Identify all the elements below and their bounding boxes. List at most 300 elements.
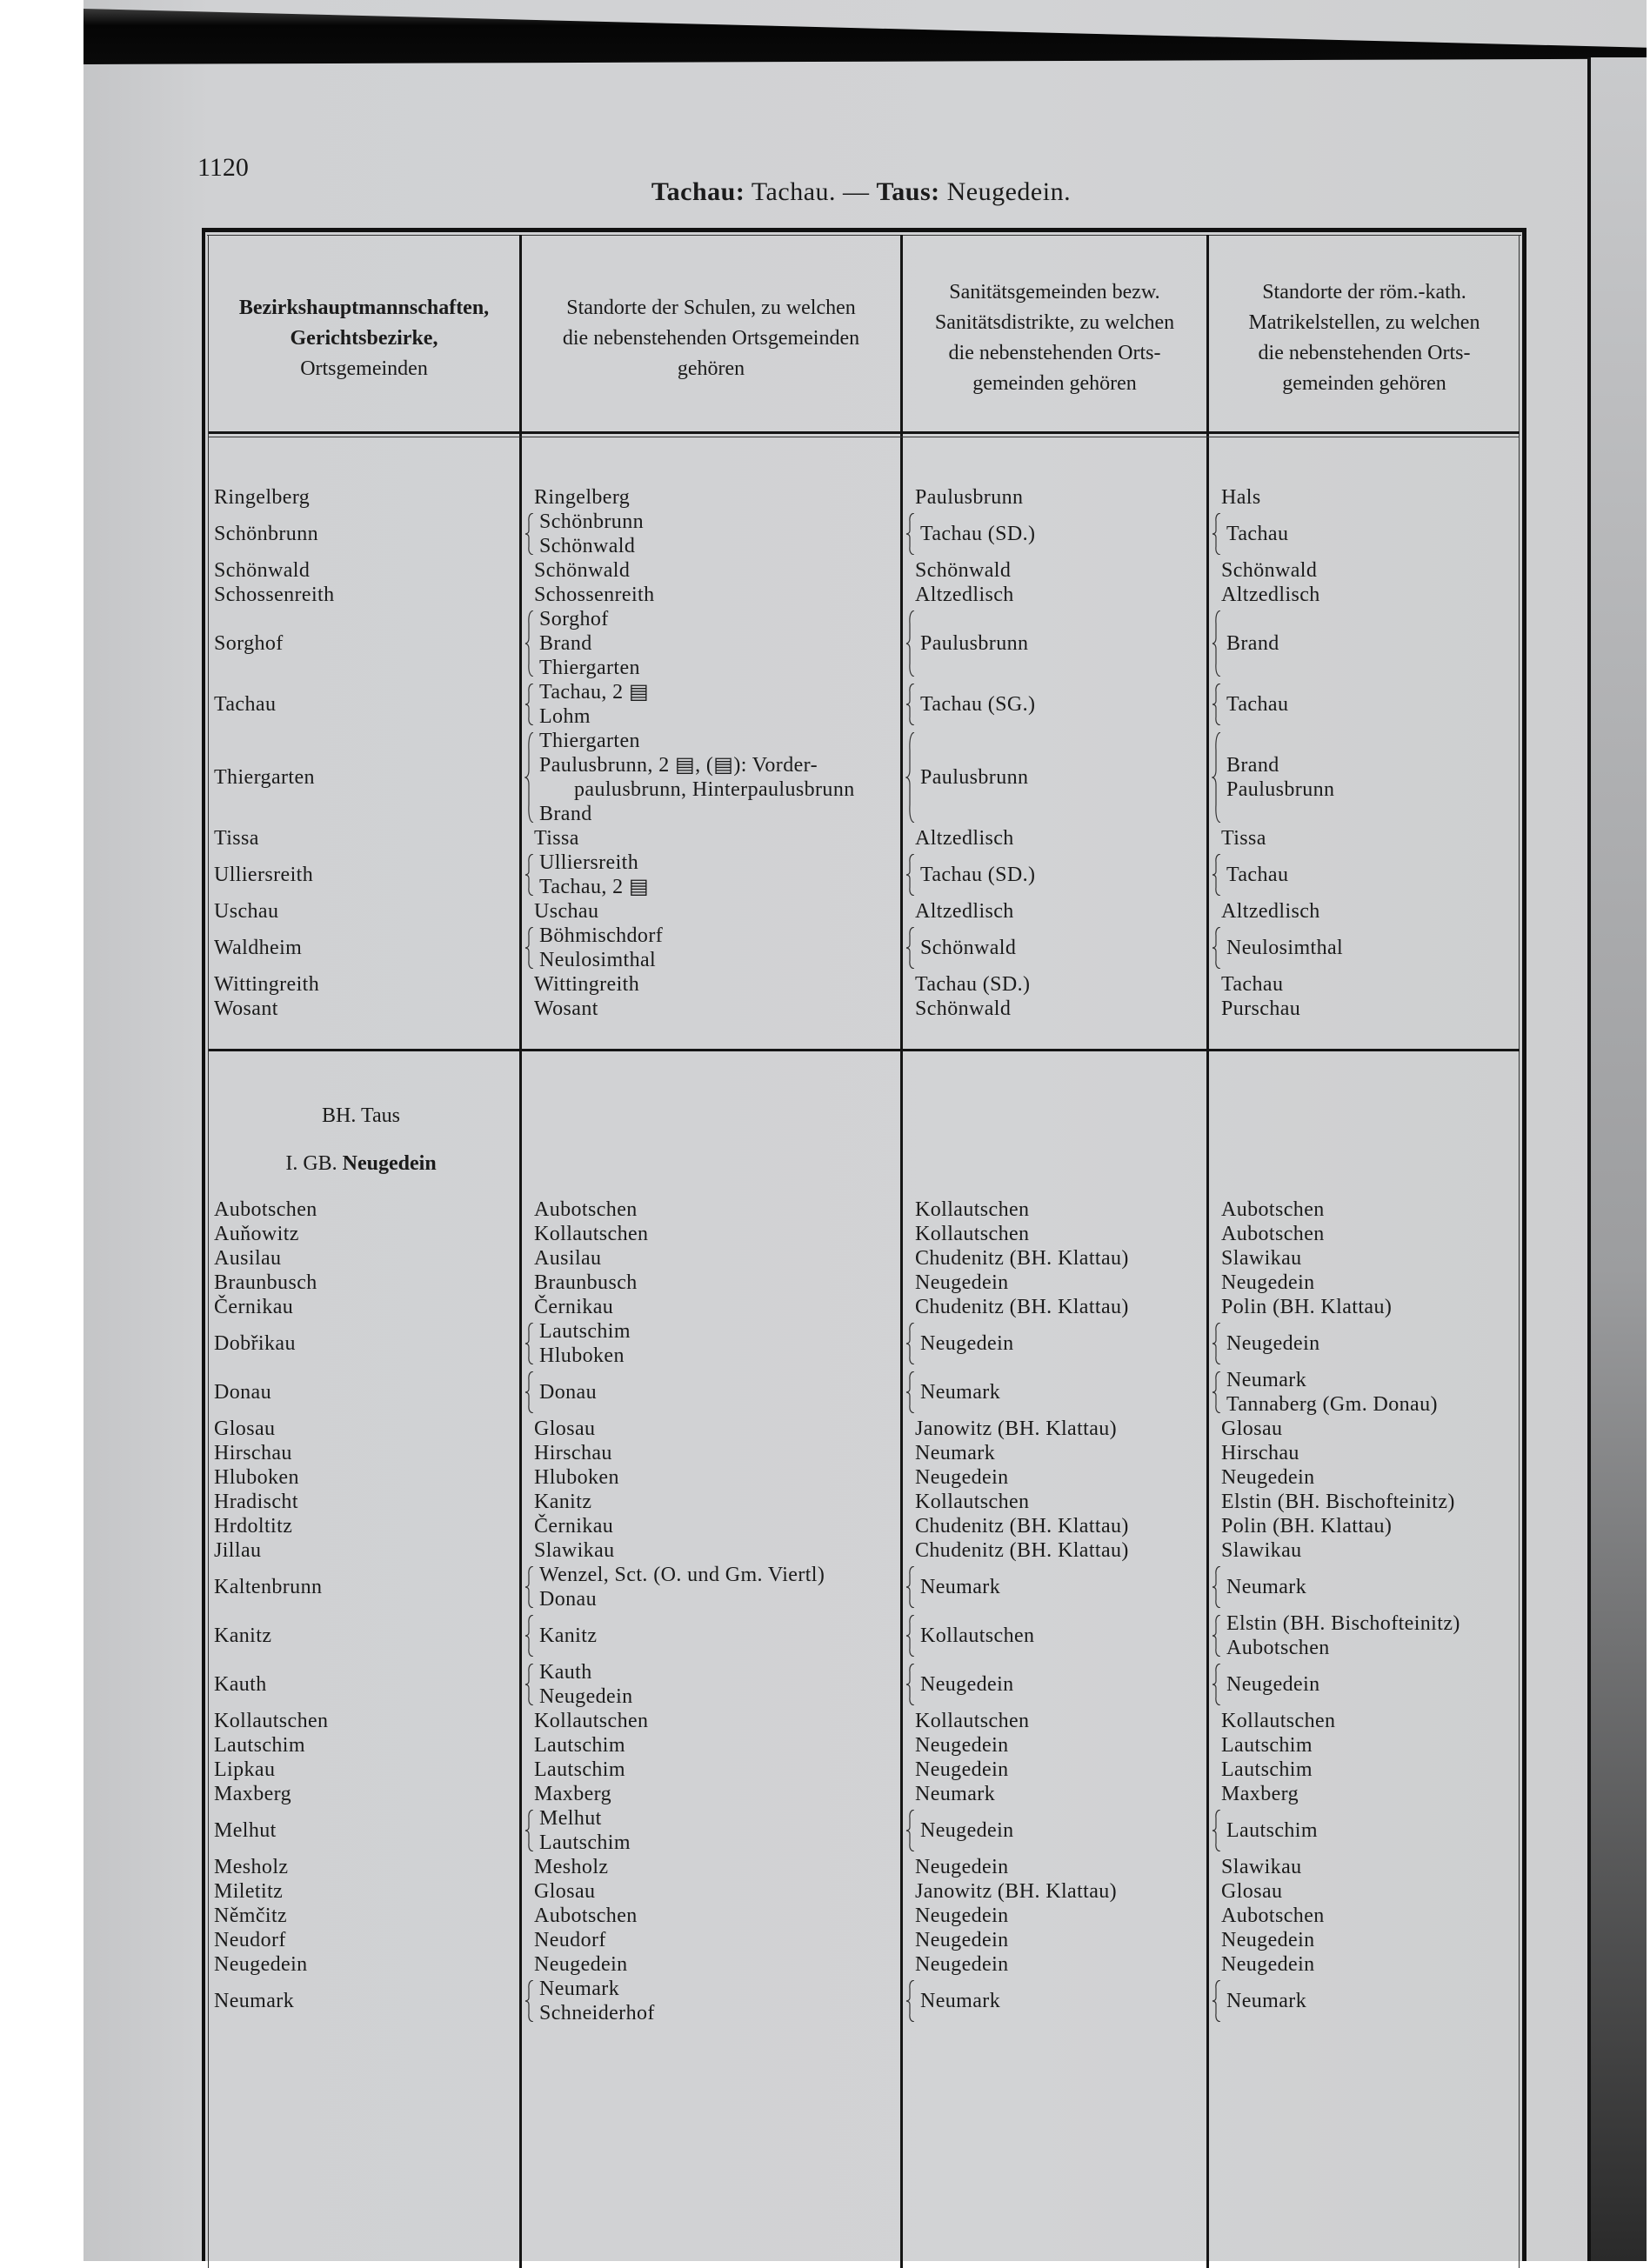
parish-entry: Tachau: [1221, 973, 1284, 996]
sanitary-cell: [901, 997, 1207, 1021]
parish-entry: Neugedein: [1221, 1466, 1315, 1489]
schools-cell: [520, 1879, 901, 1904]
sanitary-cell: [901, 1222, 1207, 1246]
header-parish-registers: [1209, 243, 1520, 433]
parish-cell: [1207, 997, 1526, 1021]
schools-entry: Neugedein: [539, 1685, 633, 1708]
sanitary-cell: [901, 1733, 1207, 1758]
sanitary-entry: Kollautschen: [915, 1710, 1030, 1732]
schools-cell: [520, 1928, 901, 1952]
sanitary-cell: [901, 1660, 1207, 1709]
sanitary-cell: [901, 1490, 1207, 1514]
schools-cell: [520, 1563, 901, 1611]
brace-icon: [905, 1566, 916, 1608]
sanitary-entry: Altzedlisch: [915, 900, 1014, 923]
parish-entry: Elstin (BH. Bischofteinitz): [1221, 1491, 1455, 1513]
parish-cell: [1207, 972, 1526, 997]
sanitary-cell: [901, 1538, 1207, 1563]
sanitary-entry: Chudenitz (BH. Klattau): [915, 1515, 1129, 1538]
parish-entry: Neugedein: [1221, 1271, 1315, 1294]
sanitary-cell: [901, 558, 1207, 583]
brace-icon: [905, 1615, 916, 1657]
municipality-label: Němčitz: [214, 1904, 288, 1927]
header-line: Standorte der röm.-kath.: [1262, 281, 1466, 304]
brace-icon: [905, 1980, 916, 2022]
schools-entry: Wosant: [534, 997, 598, 1020]
sanitary-cell: [901, 1441, 1207, 1465]
municipality-label: Braunbusch: [214, 1271, 317, 1294]
header-line: Sanitätsgemeinden bezw.: [949, 281, 1160, 304]
sanitary-entry: Paulusbrunn: [920, 632, 1029, 655]
brace-icon: [905, 1323, 916, 1364]
sanitary-cell: [901, 680, 1207, 729]
sanitary-cell: [901, 1709, 1207, 1733]
parish-cell: [1207, 558, 1526, 583]
schools-entry: Kollautschen: [534, 1710, 649, 1732]
parish-entry: Lautschim: [1226, 1819, 1318, 1842]
title-dash: —: [843, 177, 870, 206]
schools-entry: Lautschim: [534, 1758, 625, 1781]
parish-cell: [1207, 510, 1526, 558]
table-row: [202, 899, 1526, 924]
schools-entry: Brand: [539, 632, 592, 655]
schools-cell: [520, 972, 901, 997]
schools-cell: [520, 680, 901, 729]
sanitary-entry: Neumark: [915, 1442, 996, 1464]
sanitary-cell: [901, 1514, 1207, 1538]
table-row: [202, 1368, 1526, 1417]
table-row: [202, 1733, 1526, 1758]
sanitary-cell: [901, 1465, 1207, 1490]
municipality-label: Sorghof: [214, 632, 284, 655]
municipality-label: Ausilau: [214, 1247, 282, 1270]
municipality-label: Neumark: [214, 1990, 295, 2012]
sanitary-entry: Neugedein: [915, 1466, 1009, 1489]
schools-cell: [520, 924, 901, 972]
schools-entry: Aubotschen: [534, 1198, 638, 1221]
schools-entry: Černikau: [534, 1515, 614, 1538]
schools-cell: [520, 1197, 901, 1222]
table-row: [202, 1465, 1526, 1490]
brace-icon: [1212, 684, 1222, 725]
table-row: [202, 1490, 1526, 1514]
municipality-name: [202, 924, 520, 972]
parish-entry: Aubotschen: [1221, 1223, 1325, 1245]
schools-entry: Lautschim: [534, 1734, 625, 1757]
title-court-2: Neugedein.: [946, 177, 1072, 206]
sanitary-cell: [901, 1928, 1207, 1952]
brace-icon: [905, 513, 916, 555]
municipality-name: [202, 1222, 520, 1246]
sanitary-cell: [901, 1758, 1207, 1782]
sanitary-cell: [901, 729, 1207, 826]
schools-entry: Neugedein: [534, 1953, 628, 1976]
parish-cell: [1207, 1563, 1526, 1611]
sanitary-entry: Neugedein: [920, 1673, 1014, 1696]
parish-cell: [1207, 899, 1526, 924]
parish-entry: Lautschim: [1221, 1734, 1313, 1757]
schools-entry: Kollautschen: [534, 1223, 649, 1245]
municipality-name: [202, 997, 520, 1021]
municipality-name: [202, 1490, 520, 1514]
schools-entry: Tissa: [534, 827, 579, 850]
parish-entry: Altzedlisch: [1221, 584, 1320, 606]
schools-entry: Schönwald: [539, 535, 636, 557]
brace-icon: [524, 1810, 535, 1851]
sanitary-entry: Neugedein: [920, 1332, 1014, 1355]
table-row: [202, 485, 1526, 510]
municipality-name: [202, 1368, 520, 1417]
section-divider: [209, 1049, 1520, 1051]
municipality-label: Miletitz: [214, 1880, 284, 1903]
sanitary-cell: [901, 1319, 1207, 1368]
table-row: [202, 1611, 1526, 1660]
parish-entry: Tachau: [1226, 864, 1289, 886]
table-row: [202, 1271, 1526, 1295]
brace-icon: [524, 1566, 535, 1608]
parish-entry: Brand: [1226, 632, 1279, 655]
schools-entry: Donau: [539, 1381, 597, 1404]
municipality-name: [202, 1465, 520, 1490]
schools-entry: Neudorf: [534, 1929, 606, 1951]
parish-entry: Glosau: [1221, 1418, 1283, 1440]
sanitary-entry: Neugedein: [915, 1953, 1009, 1976]
header-sanitary-districts: [903, 243, 1206, 433]
parish-entry: Slawikau: [1221, 1247, 1302, 1270]
table-row: [202, 680, 1526, 729]
schools-entry: Hluboken: [539, 1344, 625, 1367]
header-line: Bezirkshauptmannschaften,: [238, 296, 490, 319]
header-schools: [522, 243, 900, 433]
parish-cell: [1207, 1977, 1526, 2025]
sanitary-cell: [901, 850, 1207, 899]
schools-cell: [520, 607, 901, 680]
schools-entry: Uschau: [534, 900, 599, 923]
brace-icon: [1212, 1810, 1222, 1851]
municipality-label: Neugedein: [214, 1953, 308, 1976]
schools-entry: Neulosimthal: [539, 949, 657, 971]
header-line: gemeinden gehören: [972, 372, 1137, 395]
parish-entry: Neugedein: [1221, 1929, 1315, 1951]
schools-cell: [520, 1758, 901, 1782]
brace-icon: [524, 1980, 535, 2022]
schools-entry: Melhut: [539, 1807, 602, 1830]
municipality-name: [202, 1904, 520, 1928]
parish-entry: Neumark: [1226, 1576, 1307, 1598]
schools-cell: [520, 510, 901, 558]
schools-cell: [520, 1246, 901, 1271]
sanitary-cell: [901, 924, 1207, 972]
parish-entry: Maxberg: [1221, 1783, 1299, 1805]
municipality-name: [202, 850, 520, 899]
municipality-name: [202, 1295, 520, 1319]
schools-entry: Aubotschen: [534, 1904, 638, 1927]
table-row: [202, 1806, 1526, 1855]
municipality-name: [202, 1197, 520, 1222]
sanitary-entry: Neugedein: [920, 1819, 1014, 1842]
schools-entry: Ausilau: [534, 1247, 602, 1270]
header-line: Ortsgemeinden: [300, 357, 428, 380]
parish-entry: Glosau: [1221, 1880, 1283, 1903]
parish-entry: Brand: [1226, 754, 1279, 777]
municipality-label: Schossenreith: [214, 584, 335, 606]
sanitary-entry: Tachau (SD.): [920, 864, 1036, 886]
parish-cell: [1207, 1197, 1526, 1222]
section-neugedein: [202, 1197, 1526, 2025]
municipality-label: Donau: [214, 1381, 271, 1404]
municipality-label: Wosant: [214, 997, 278, 1020]
brace-icon: [905, 1371, 916, 1413]
sanitary-cell: [901, 607, 1207, 680]
schools-cell: [520, 583, 901, 607]
parish-cell: [1207, 1758, 1526, 1782]
municipality-label: Černikau: [214, 1296, 294, 1318]
schools-cell: [520, 1952, 901, 1977]
municipality-label: Kaltenbrunn: [214, 1576, 323, 1598]
table-row: [202, 1879, 1526, 1904]
schools-cell: [520, 558, 901, 583]
schools-entry: Neumark: [539, 1978, 620, 2000]
municipality-label: Dobřikau: [214, 1332, 296, 1355]
table-row: [202, 1709, 1526, 1733]
brace-icon: [1212, 1323, 1222, 1364]
sanitary-cell: [901, 583, 1207, 607]
table-row: [202, 924, 1526, 972]
schools-entry: Wittingreith: [534, 973, 640, 996]
parish-entry: Altzedlisch: [1221, 900, 1320, 923]
table-row: [202, 583, 1526, 607]
court-prefix: I. GB.: [285, 1152, 337, 1175]
schools-entry: Hluboken: [534, 1466, 619, 1489]
municipality-name: [202, 1514, 520, 1538]
table-row: [202, 1417, 1526, 1441]
brace-icon: [1212, 1566, 1222, 1608]
parish-cell: [1207, 485, 1526, 510]
sanitary-entry: Janowitz (BH. Klattau): [915, 1418, 1118, 1440]
table-row: [202, 607, 1526, 680]
municipality-label: Lipkau: [214, 1758, 276, 1781]
table-row: [202, 1441, 1526, 1465]
table-row: [202, 997, 1526, 1021]
table-row: [202, 1952, 1526, 1977]
schools-cell: [520, 1855, 901, 1879]
brace-icon: [905, 854, 916, 896]
schools-entry: Thiergarten: [539, 657, 640, 679]
parish-cell: [1207, 850, 1526, 899]
municipality-label: Hirschau: [214, 1442, 292, 1464]
schools-entry: Sorghof: [539, 608, 609, 630]
schools-entry: Černikau: [534, 1296, 614, 1318]
brace-icon: [524, 610, 535, 677]
header-line: die nebenstehenden Orts-: [948, 342, 1161, 364]
schools-cell: [520, 1465, 901, 1490]
municipality-label: Hluboken: [214, 1466, 299, 1489]
table-row: [202, 972, 1526, 997]
sanitary-cell: [901, 1611, 1207, 1660]
municipality-table: [202, 228, 1526, 2261]
table-top-border: [202, 228, 1526, 232]
parish-entry: Aubotschen: [1221, 1198, 1325, 1221]
parish-entry: Tissa: [1221, 827, 1266, 850]
schools-cell: [520, 1782, 901, 1806]
sanitary-cell: [901, 899, 1207, 924]
schools-cell: [520, 729, 901, 826]
sanitary-cell: [901, 1782, 1207, 1806]
schools-cell: [520, 1222, 901, 1246]
parish-entry: Aubotschen: [1226, 1637, 1330, 1659]
sanitary-cell: [901, 1904, 1207, 1928]
sanitary-cell: [901, 972, 1207, 997]
municipality-label: Neudorf: [214, 1929, 286, 1951]
table-row: [202, 1222, 1526, 1246]
sanitary-entry: Neumark: [915, 1783, 996, 1805]
municipality-name: [202, 972, 520, 997]
municipality-name: [202, 1782, 520, 1806]
sanitary-cell: [901, 1197, 1207, 1222]
schools-cell: [520, 1709, 901, 1733]
table-row: [202, 826, 1526, 850]
municipality-label: Schönbrunn: [214, 523, 318, 545]
schools-entry: Glosau: [534, 1418, 596, 1440]
municipality-label: Jillau: [214, 1539, 262, 1562]
sanitary-cell: [901, 1806, 1207, 1855]
schools-entry: Lautschim: [539, 1831, 631, 1854]
table-row: [202, 1197, 1526, 1222]
schools-entry: Tachau, 2 ▤: [539, 876, 650, 898]
schools-cell: [520, 1368, 901, 1417]
municipality-label: Mesholz: [214, 1856, 289, 1878]
brace-icon: [905, 732, 916, 823]
sanitary-entry: Neumark: [920, 1381, 1001, 1404]
sanitary-entry: Neugedein: [915, 1904, 1009, 1927]
schools-cell: [520, 1295, 901, 1319]
municipality-name: [202, 1563, 520, 1611]
parish-cell: [1207, 1490, 1526, 1514]
sanitary-cell: [901, 1295, 1207, 1319]
municipality-label: Tachau: [214, 693, 277, 716]
parish-cell: [1207, 1441, 1526, 1465]
schools-entry: Maxberg: [534, 1783, 612, 1805]
sanitary-entry: Tachau (SG.): [920, 693, 1036, 716]
page-edge-line: [1587, 57, 1591, 2261]
schools-cell: [520, 850, 901, 899]
parish-entry: Polin (BH. Klattau): [1221, 1296, 1393, 1318]
brace-icon: [524, 927, 535, 969]
court-heading: [202, 1152, 520, 1176]
municipality-label: Hrdoltitz: [214, 1515, 293, 1538]
schools-cell: [520, 1538, 901, 1563]
municipality-label: Thiergarten: [214, 766, 315, 789]
schools-entry: Tachau, 2 ▤: [539, 681, 650, 704]
table-row: [202, 558, 1526, 583]
schools-entry: Thiergarten: [539, 730, 640, 752]
schools-cell: [520, 1271, 901, 1295]
schools-entry: Böhmischdorf: [539, 924, 664, 947]
parish-entry: Lautschim: [1221, 1758, 1313, 1781]
parish-cell: [1207, 1660, 1526, 1709]
brace-icon: [1212, 1664, 1222, 1705]
brace-icon: [524, 1323, 535, 1364]
schools-cell: [520, 1733, 901, 1758]
sanitary-entry: Kollautschen: [920, 1624, 1035, 1647]
sanitary-cell: [901, 1952, 1207, 1977]
municipality-label: Kanitz: [214, 1624, 272, 1647]
parish-cell: [1207, 826, 1526, 850]
sanitary-entry: Chudenitz (BH. Klattau): [915, 1296, 1129, 1318]
schools-entry: Brand: [539, 803, 592, 825]
sanitary-entry: Neumark: [920, 1990, 1001, 2012]
table-row: [202, 1514, 1526, 1538]
schools-entry: Kauth: [539, 1661, 592, 1684]
sanitary-entry: Altzedlisch: [915, 584, 1014, 606]
header-line: Standorte der Schulen, zu welchen: [566, 296, 856, 319]
municipality-label: Kollautschen: [214, 1710, 329, 1732]
brace-icon: [524, 854, 535, 896]
municipality-label: Lautschim: [214, 1734, 305, 1757]
parish-cell: [1207, 583, 1526, 607]
sanitary-cell: [901, 1563, 1207, 1611]
municipality-label: Wittingreith: [214, 973, 320, 996]
sanitary-cell: [901, 1417, 1207, 1441]
parish-entry: Slawikau: [1221, 1856, 1302, 1878]
parish-entry: Neugedein: [1226, 1332, 1320, 1355]
municipality-label: Ulliersreith: [214, 864, 314, 886]
municipality-name: [202, 607, 520, 680]
parish-entry: Neumark: [1226, 1369, 1307, 1391]
municipality-name: [202, 510, 520, 558]
table-row: [202, 1660, 1526, 1709]
parish-cell: [1207, 1782, 1526, 1806]
sanitary-cell: [901, 1368, 1207, 1417]
table-row: [202, 1782, 1526, 1806]
schools-cell: [520, 899, 901, 924]
schools-cell: [520, 1904, 901, 1928]
brace-icon: [1212, 854, 1222, 896]
parish-cell: [1207, 1806, 1526, 1855]
table-row: [202, 729, 1526, 826]
header-line: Gerichtsbezirke,: [290, 326, 438, 350]
sanitary-entry: Janowitz (BH. Klattau): [915, 1880, 1118, 1903]
parish-entry: Elstin (BH. Bischofteinitz): [1226, 1612, 1460, 1635]
municipality-label: Maxberg: [214, 1783, 292, 1805]
parish-cell: [1207, 1465, 1526, 1490]
brace-icon: [524, 1615, 535, 1657]
municipality-name: [202, 1758, 520, 1782]
parish-entry: Polin (BH. Klattau): [1221, 1515, 1393, 1538]
schools-cell: [520, 997, 901, 1021]
brace-icon: [1212, 610, 1222, 677]
municipality-name: [202, 680, 520, 729]
header-line: die nebenstehenden Ortsgemeinden: [562, 326, 860, 350]
parish-entry: Tannaberg (Gm. Donau): [1226, 1393, 1438, 1416]
municipality-name: [202, 583, 520, 607]
schools-entry: Braunbusch: [534, 1271, 638, 1294]
municipality-label: Waldheim: [214, 937, 303, 959]
schools-cell: [520, 1417, 901, 1441]
parish-cell: [1207, 1222, 1526, 1246]
parish-cell: [1207, 1319, 1526, 1368]
parish-entry: Tachau: [1226, 693, 1289, 716]
brace-icon: [524, 732, 535, 823]
schools-cell: [520, 1319, 901, 1368]
schools-entry: Glosau: [534, 1880, 596, 1903]
sanitary-entry: Tachau (SD.): [915, 973, 1031, 996]
brace-icon: [1212, 1980, 1222, 2022]
parish-entry: Paulusbrunn: [1226, 778, 1335, 801]
table-row: [202, 1538, 1526, 1563]
parish-entry: Purschau: [1221, 997, 1301, 1020]
parish-cell: [1207, 1733, 1526, 1758]
